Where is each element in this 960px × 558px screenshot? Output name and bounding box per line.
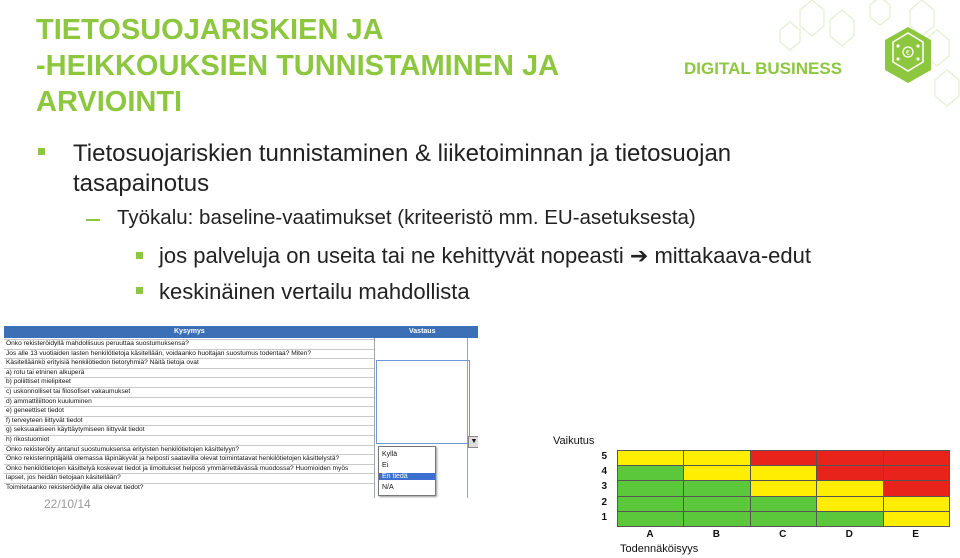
matrix-y-label: Vaikutus bbox=[553, 435, 595, 447]
table-row: Onko rekisteröidyllä mahdollisuus peruuttaa suostumuksensa? bbox=[6, 340, 189, 347]
table-row: Onko rekisterinpitäjällä olemassa läpinäkyvät ja helposti saatavilla olevat toimintatavat henkilötietojen käsittelystä? bbox=[6, 455, 340, 463]
matrix-cell bbox=[883, 465, 950, 481]
matrix-cell bbox=[750, 511, 817, 527]
matrix-cell bbox=[750, 450, 817, 466]
matrix-x-tick: A bbox=[646, 529, 654, 540]
table-row: Onko rekisteröity antanut suostumuksensa erityisten henkilötietojen käsittelyyn? bbox=[6, 445, 240, 453]
table-row: a) rotu tai etninen alkuperä bbox=[6, 368, 85, 376]
table-row: f) terveyteen liittyvät tiedot bbox=[6, 416, 83, 424]
matrix-x-label: Todennäköisyys bbox=[620, 543, 699, 555]
selected-answer-cell[interactable] bbox=[376, 360, 470, 444]
slide-date: 22/10/14 bbox=[44, 497, 91, 511]
matrix-cell bbox=[750, 496, 817, 512]
table-row: e) geneettiset tiedot bbox=[6, 407, 64, 415]
bullet-dash-icon bbox=[86, 219, 100, 221]
matrix-cell bbox=[617, 465, 684, 481]
bullet-3 bbox=[159, 243, 811, 269]
matrix-x-tick: D bbox=[845, 529, 853, 540]
matrix-y-tick: 1 bbox=[601, 511, 607, 523]
dropdown-option-en-tieda[interactable]: En tiedä bbox=[379, 473, 435, 480]
table-row: d) ammattiliittoon kuuluminen bbox=[6, 397, 92, 405]
table-row: Onko henkilötietojen käsittelyä koskevat tiedot ja ilmoitukset helposti ymmärrettävässä muodossa? Huomioiden myös bbox=[6, 464, 349, 472]
answer-dropdown-menu[interactable] bbox=[378, 446, 436, 496]
matrix-cell bbox=[683, 496, 750, 512]
bullet-3-text-b: mittakaava-edut bbox=[654, 243, 811, 268]
header-answer: Vastaus bbox=[409, 328, 436, 335]
bullet-square-icon bbox=[38, 148, 45, 155]
matrix-cell bbox=[883, 480, 950, 496]
matrix-cell bbox=[883, 496, 950, 512]
slide-title bbox=[36, 12, 656, 120]
matrix-cell bbox=[883, 450, 950, 466]
matrix-cell bbox=[816, 450, 883, 466]
matrix-cell bbox=[816, 465, 883, 481]
table-row: g) seksuaaliseen käyttäytymiseen liittyvät tiedot bbox=[6, 426, 145, 434]
matrix-y-tick: 5 bbox=[601, 451, 607, 462]
bullet-2: Työkalu: baseline-vaatimukset (kriteeristö mm. EU-asetuksesta) bbox=[117, 206, 696, 229]
bullet-3-text-a: jos palveluja on useita tai ne kehittyvät nopeasti bbox=[159, 243, 624, 268]
table-row: Toimitetaanko rekisteröidyille alla olevat tiedot? bbox=[6, 484, 144, 491]
table-header bbox=[4, 326, 478, 338]
table-row: Käsitelläänkö erityisiä henkilötiedon tietoryhmiä? Näitä tietoja ovat bbox=[6, 359, 199, 367]
title-line-3: ARVIOINTI bbox=[36, 86, 183, 118]
bullet-1-line-2: tasapainotus bbox=[73, 170, 210, 197]
matrix-y-tick: 2 bbox=[601, 496, 607, 508]
criteria-table bbox=[4, 326, 478, 498]
bullet-4: keskinäinen vertailu mahdollista bbox=[159, 279, 470, 304]
matrix-cell bbox=[683, 450, 750, 466]
table-row: c) uskonnolliset tai filosofiset vakaumukset bbox=[6, 388, 131, 395]
matrix-cell bbox=[617, 511, 684, 527]
title-line-1: TIETOSUOJARISKIEN JA bbox=[36, 14, 384, 46]
matrix-cell bbox=[816, 480, 883, 496]
dropdown-option-na[interactable]: N/A bbox=[382, 484, 394, 491]
brand-label: DIGITAL BUSINESS bbox=[684, 59, 843, 78]
matrix-x-tick: B bbox=[712, 529, 720, 540]
dropdown-arrow-icon[interactable]: ▼ bbox=[468, 436, 478, 448]
matrix-x-tick: C bbox=[779, 529, 787, 540]
brand-logo-icon bbox=[885, 27, 931, 83]
table-row: lapset, jos heidän tietojaan käsitellään? bbox=[6, 474, 121, 482]
matrix-cell bbox=[683, 465, 750, 481]
matrix-cell bbox=[750, 480, 817, 496]
bullet-1-line-1: Tietosuojariskien tunnistaminen & liiketoiminnan ja tietosuojan bbox=[73, 140, 732, 167]
matrix-x-tick: E bbox=[912, 529, 919, 540]
header-question: Kysymys bbox=[174, 328, 205, 335]
table-row: h) rikostuomiot bbox=[6, 436, 50, 443]
matrix-cell bbox=[883, 511, 950, 527]
matrix-cell bbox=[683, 511, 750, 527]
arrow-right-icon: ➔ bbox=[629, 243, 649, 268]
matrix-cell bbox=[683, 480, 750, 496]
matrix-cell bbox=[617, 450, 684, 466]
bullet-square-icon bbox=[136, 287, 143, 294]
table-row: b) poliittiset mielipiteet bbox=[6, 378, 71, 386]
matrix-cell bbox=[750, 465, 817, 481]
table-row: Jos alle 13 vuotiaiden lasten henkilötietoja käsitellään, voidaanko huoltajan suostumus todentaa? Miten? bbox=[6, 349, 311, 357]
title-line-2: -HEIKKOUKSIEN TUNNISTAMINEN JA bbox=[36, 50, 560, 82]
table-row-line bbox=[4, 435, 374, 436]
matrix-cell bbox=[816, 496, 883, 512]
matrix-y-tick: 3 bbox=[601, 481, 607, 493]
svg-text:€: € bbox=[905, 49, 911, 57]
matrix-y-tick: 4 bbox=[601, 466, 607, 478]
bullet-square-icon bbox=[136, 252, 143, 259]
dropdown-option-ei[interactable]: Ei bbox=[382, 462, 389, 469]
matrix-cell bbox=[816, 511, 883, 527]
matrix-cell bbox=[617, 480, 684, 496]
matrix-cell bbox=[617, 496, 684, 512]
column-divider bbox=[374, 338, 375, 498]
dropdown-option-kylla[interactable]: Kyllä bbox=[382, 451, 398, 458]
